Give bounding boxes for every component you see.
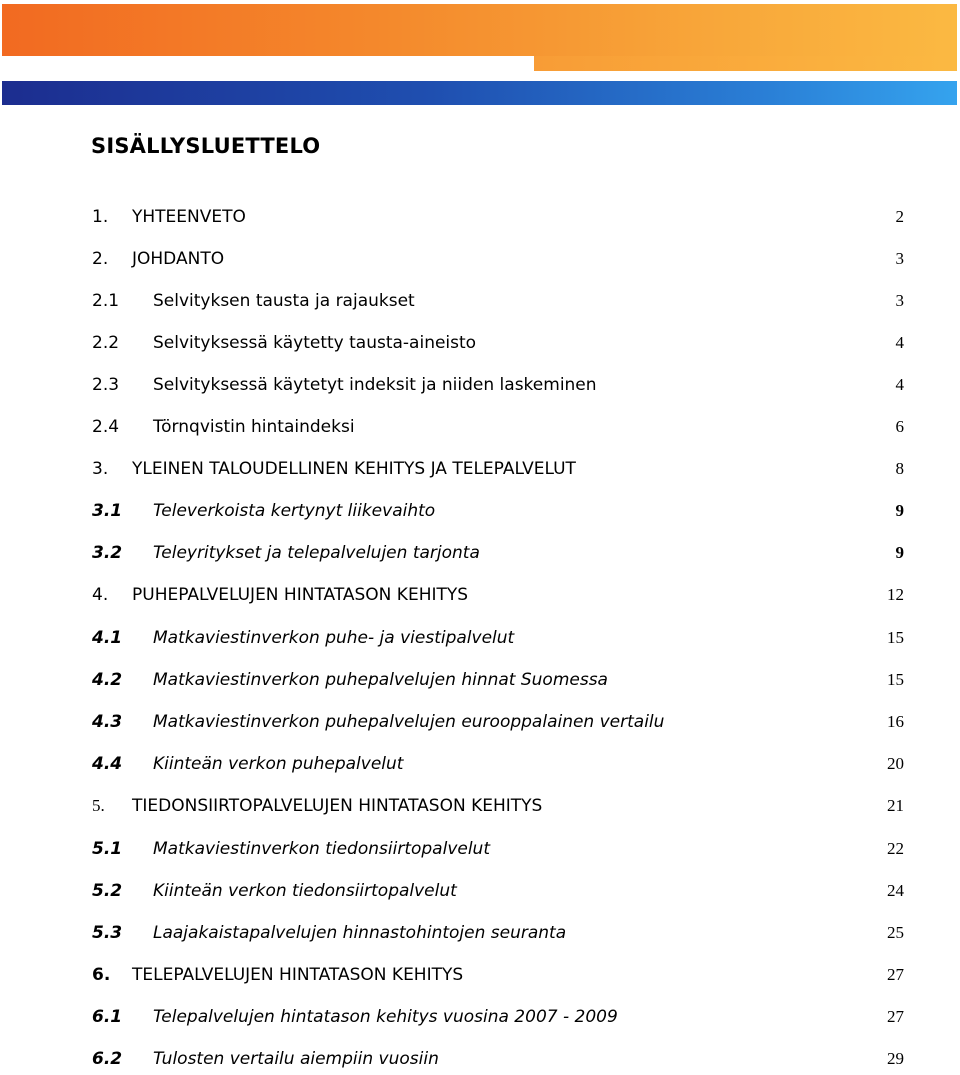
toc-entry[interactable]	[0, 501, 960, 527]
toc-entry-title: TELEPALVELUJEN HINTATASON KEHITYS	[132, 965, 464, 985]
toc-entry[interactable]	[0, 543, 960, 569]
toc-entry[interactable]	[0, 839, 960, 865]
toc-entry[interactable]	[0, 712, 960, 738]
toc-entry[interactable]	[0, 207, 960, 233]
toc-entry-number: 4.	[92, 585, 109, 605]
toc-entry[interactable]	[0, 796, 960, 822]
toc-entry-title: JOHDANTO	[132, 249, 225, 269]
toc-entry-title: Kiinteän verkon puhepalvelut	[153, 754, 404, 774]
toc-entry-page: 25	[887, 923, 904, 942]
toc-entry-number: 4.4	[92, 754, 123, 774]
toc-entry-page: 8	[895, 459, 904, 478]
toc-entry[interactable]	[0, 923, 960, 949]
header-band-notch	[2, 56, 534, 71]
toc-entry-number: 3.1	[92, 501, 123, 521]
toc-entry-page: 4	[895, 375, 904, 394]
toc-entry-number: 5.3	[92, 923, 123, 943]
toc-entry-page: 27	[887, 1007, 904, 1026]
toc-entry-title: Matkaviestinverkon puhe- ja viestipalvelut	[153, 628, 515, 648]
toc-entry-title: Matkaviestinverkon puhepalvelujen hinnat Suomessa	[153, 670, 608, 690]
toc-entry-page: 29	[887, 1049, 904, 1068]
toc-entry-page: 9	[895, 543, 904, 562]
toc-entry-title: PUHEPALVELUJEN HINTATASON KEHITYS	[132, 585, 469, 605]
toc-entry[interactable]	[0, 881, 960, 907]
toc-entry-page: 2	[895, 207, 904, 226]
toc-entry-page: 15	[887, 670, 904, 689]
toc-entry[interactable]	[0, 965, 960, 991]
toc-entry-number: 5.1	[92, 839, 123, 859]
toc-entry-page: 15	[887, 628, 904, 647]
toc-entry-page: 3	[895, 291, 904, 310]
toc-entry-number: 4.1	[92, 628, 123, 648]
header-orange-band	[2, 4, 957, 58]
toc-entry-title: Matkaviestinverkon tiedonsiirtopalvelut	[153, 839, 490, 859]
toc-entry-page: 27	[887, 965, 904, 984]
toc-entry-page: 4	[895, 333, 904, 352]
toc-entry-page: 3	[895, 249, 904, 268]
toc-entry-number: 6.	[92, 965, 111, 985]
toc-entry-number: 6.1	[92, 1007, 123, 1027]
toc-entry-title: Teleyritykset ja telepalvelujen tarjonta	[153, 543, 480, 563]
toc-entry-title: Matkaviestinverkon puhepalvelujen eurooppalainen vertailu	[153, 712, 665, 732]
toc-entry-page: 21	[887, 796, 904, 815]
toc-entry-number: 2.	[92, 249, 109, 269]
toc-entry-number: 4.3	[92, 712, 123, 732]
toc-entry-title: YHTEENVETO	[132, 207, 246, 227]
toc-entry[interactable]	[0, 333, 960, 359]
toc-entry-number: 5.	[92, 796, 105, 815]
toc-entry-title: Selvityksen tausta ja rajaukset	[153, 291, 415, 311]
toc-entry-title: Tulosten vertailu aiempiin vuosiin	[153, 1049, 439, 1069]
toc-entry-number: 5.2	[92, 881, 123, 901]
toc-entry-page: 22	[887, 839, 904, 858]
toc-entry-number: 1.	[92, 207, 109, 227]
toc-entry-title: TIEDONSIIRTOPALVELUJEN HINTATASON KEHITYS	[132, 796, 543, 816]
toc-entry-number: 4.2	[92, 670, 123, 690]
toc-entry-page: 20	[887, 754, 904, 773]
toc-entry[interactable]	[0, 375, 960, 401]
toc-entry[interactable]	[0, 628, 960, 654]
toc-entry-page: 9	[895, 501, 904, 520]
toc-entry-page: 12	[887, 585, 904, 604]
toc-entry[interactable]	[0, 1007, 960, 1033]
toc-entry-title: Kiinteän verkon tiedonsiirtopalvelut	[153, 881, 457, 901]
toc-entry-page: 6	[895, 417, 904, 436]
toc-entry[interactable]	[0, 670, 960, 696]
toc-entry-title: Selvityksessä käytetty tausta-aineisto	[153, 333, 477, 353]
toc-entry-number: 6.2	[92, 1049, 123, 1069]
toc-entry[interactable]	[0, 291, 960, 317]
toc-entry[interactable]	[0, 585, 960, 611]
toc-entry-number: 3.2	[92, 543, 123, 563]
toc-entry[interactable]	[0, 459, 960, 485]
toc-entry-number: 2.1	[92, 291, 120, 311]
header-orange-band-tail	[534, 56, 957, 71]
toc-entry-title: Televerkoista kertynyt liikevaihto	[153, 501, 436, 521]
toc-entry-title: Törnqvistin hintaindeksi	[153, 417, 355, 437]
toc-entry-title: Laajakaistapalvelujen hinnastohintojen seuranta	[153, 923, 567, 943]
toc-entry-title: Telepalvelujen hintatason kehitys vuosina 2007 - 2009	[153, 1007, 618, 1027]
toc-entry-page: 16	[887, 712, 904, 731]
header-blue-band	[2, 81, 957, 105]
toc-entry-number: 2.4	[92, 417, 120, 437]
toc-entry-title: YLEINEN TALOUDELLINEN KEHITYS JA TELEPALVELUT	[132, 459, 576, 479]
toc-entry-number: 2.2	[92, 333, 120, 353]
toc-entry-number: 2.3	[92, 375, 120, 395]
toc-heading: SISÄLLYSLUETTELO	[91, 134, 321, 158]
toc-entry[interactable]	[0, 754, 960, 780]
toc-entry[interactable]	[0, 1049, 960, 1075]
toc-entry-page: 24	[887, 881, 904, 900]
toc-entry[interactable]	[0, 249, 960, 275]
toc-entry-title: Selvityksessä käytetyt indeksit ja niiden laskeminen	[153, 375, 597, 395]
toc-entry-number: 3.	[92, 459, 109, 479]
toc-entry[interactable]	[0, 417, 960, 443]
